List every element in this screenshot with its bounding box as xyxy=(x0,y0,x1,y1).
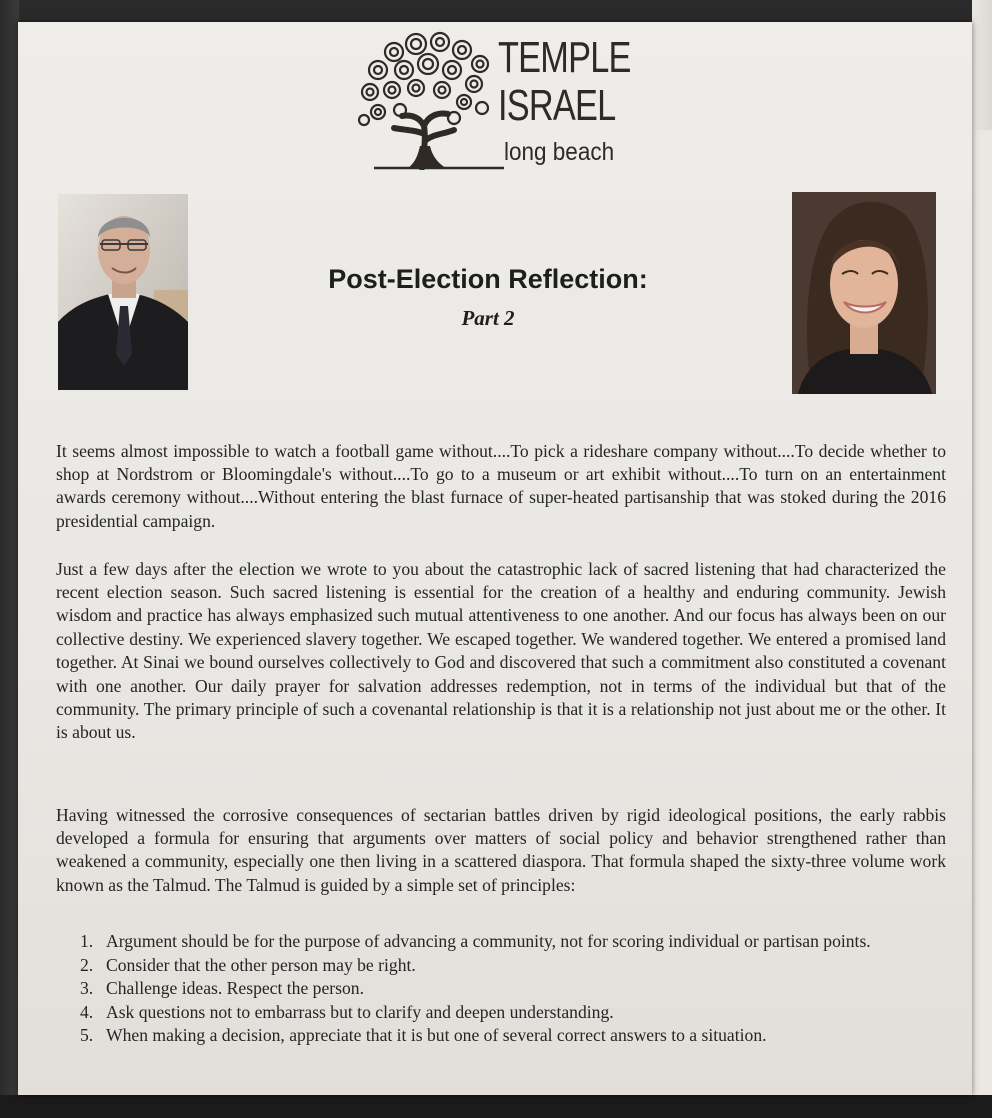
list-item-text: When making a decision, appreciate that it is but one of several correct answers to a situation. xyxy=(106,1025,767,1046)
list-item-text: Consider that the other person may be right. xyxy=(106,954,416,975)
logo-text-temple: TEMPLE xyxy=(498,33,631,82)
list-item-number: 4. xyxy=(80,1001,94,1022)
list-item xyxy=(80,1001,940,1025)
logo-text-long-beach: long beach xyxy=(504,138,615,166)
temple-israel-logo xyxy=(354,30,644,180)
list-item-number: 2. xyxy=(80,954,94,975)
portrait-woman xyxy=(792,192,936,394)
principles-list xyxy=(80,930,940,1048)
list-item-text: Argument should be for the purpose of advancing a community, not for scoring individual or partisan points. xyxy=(106,931,871,951)
background-bottom-bar xyxy=(0,1095,992,1118)
logo-text-israel: ISRAEL xyxy=(498,81,616,130)
newsletter-page xyxy=(18,22,972,1095)
article-title: Post-Election Reflection: xyxy=(328,264,648,294)
portrait-man xyxy=(58,194,188,390)
paragraph-1: It seems almost impossible to watch a football game without....To pick a rideshare company without....To decide whether to shop at Nordstrom or Bloomingdale's without....To go to a museum or art exhibit without....To turn on an entertainment awards ceremony without....Without entering the blast furnace of super-heated partisanship that was stoked during the 2016 presidential campaign. xyxy=(56,440,946,531)
list-item-number: 1. xyxy=(80,931,94,951)
list-item xyxy=(80,954,940,978)
paragraph-3: Having witnessed the corrosive consequences of sectarian battles driven by rigid ideological positions, the early rabbis developed a formula for ensuring that arguments over matters of social policy and behavior strengthened rather than weakened a community, especially one then living in a scattered diaspora. That formula shaped the sixty-three volume work known as the Talmud. The Talmud is guided by a simple set of principles: xyxy=(56,804,946,895)
list-item xyxy=(80,977,940,1001)
swirl-tree-icon xyxy=(354,30,504,170)
paragraph-2: Just a few days after the election we wrote to you about the catastrophic lack of sacred listening that had characterized the recent election season. Such sacred listening is essential for the creation of a healthy and enduring community. Jewish wisdom and practice has always emphasized such mutual attentiveness to one another. And our focus has always been on our collective destiny. We experienced slavery together. We escaped together. We wandered together. We entered a promised land together. At Sinai we bound ourselves collectively to God and discovered that such a commitment also constituted a covenant with one another. Our daily prayer for salvation addresses redemption, not in terms of the individual but that of the community. The primary principle of such a covenantal relationship is that it is a relationship not just about me or the other. It is about us. xyxy=(56,558,946,743)
list-item-number: 5. xyxy=(80,1025,94,1046)
background-screen-strip xyxy=(972,130,992,1118)
list-item-text: Challenge ideas. Respect the person. xyxy=(106,978,364,999)
article-subtitle: Part 2 xyxy=(461,306,515,330)
list-item-text: Ask questions not to embarrass but to clarify and deepen understanding. xyxy=(106,1001,614,1022)
list-item xyxy=(80,930,940,954)
portrait-man-drawing xyxy=(58,194,188,390)
list-item-number: 3. xyxy=(80,978,94,999)
portrait-woman-drawing xyxy=(792,192,936,394)
list-item xyxy=(80,1024,940,1048)
